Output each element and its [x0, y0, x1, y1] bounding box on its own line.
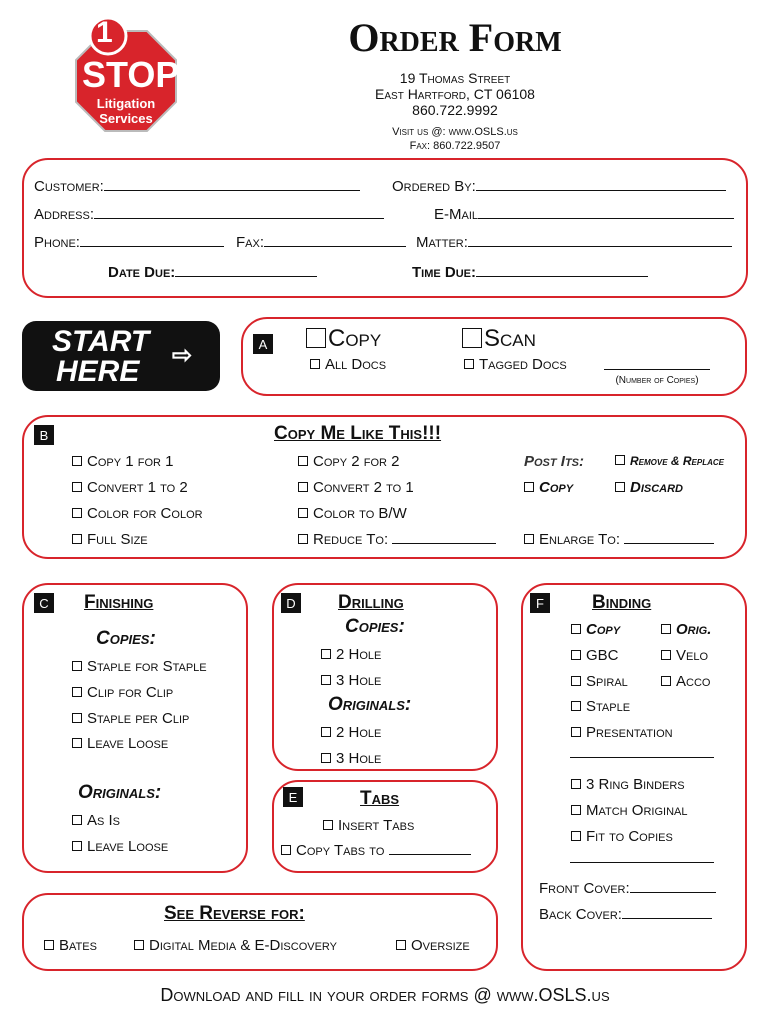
digital-media-checkbox[interactable]: Digital Media & E-Discovery [134, 937, 337, 954]
address-street: 19 Thomas Street [399, 70, 511, 86]
logo-number: 1 [96, 16, 113, 49]
logo-line2: Services [99, 111, 153, 126]
binding-separator-line-2 [570, 862, 714, 863]
section-e-tag: E [283, 787, 303, 807]
finishing-title: Finishing [84, 592, 154, 613]
scan-checkbox[interactable]: Scan [462, 325, 536, 353]
customer-field[interactable]: Customer: [34, 178, 360, 195]
time-due-field[interactable]: Time Due: [412, 264, 648, 281]
binding-separator-line [570, 757, 714, 758]
oversize-checkbox[interactable]: Oversize [396, 937, 470, 954]
staple-per-clip-checkbox[interactable]: Staple per Clip [72, 710, 189, 727]
presentation-checkbox[interactable]: Presentation [571, 724, 673, 741]
originals-3-hole-checkbox[interactable]: 3 Hole [321, 750, 381, 767]
velo-checkbox[interactable]: Velo [661, 647, 708, 664]
copy-2-for-2-checkbox[interactable]: Copy 2 for 2 [298, 453, 399, 470]
post-its-label: Post Its: [524, 453, 585, 470]
footer-download-text: Download and fill in your order forms @ www.OSLS.us [160, 985, 610, 1005]
address-city: East Hartford, CT 06108 [375, 86, 535, 102]
clip-for-clip-checkbox[interactable]: Clip for Clip [72, 684, 173, 701]
copy-checkbox[interactable]: Copy [306, 325, 381, 353]
full-size-checkbox[interactable]: Full Size [72, 531, 148, 548]
section-c-box [22, 583, 248, 873]
page-title: Order Form [348, 15, 562, 60]
copy-tabs-to-field[interactable]: Copy Tabs to [281, 842, 471, 859]
post-its-copy-checkbox[interactable]: Copy [524, 479, 573, 496]
date-due-field[interactable]: Date Due: [108, 264, 317, 281]
color-for-color-checkbox[interactable]: Color for Color [72, 505, 203, 522]
bates-checkbox[interactable]: Bates [44, 937, 97, 954]
section-f-tag: F [530, 593, 550, 613]
front-cover-field[interactable]: Front Cover: [539, 880, 716, 897]
discard-checkbox[interactable]: Discard [615, 479, 683, 496]
convert-2-to-1-checkbox[interactable]: Convert 2 to 1 [298, 479, 414, 496]
originals-2-hole-checkbox[interactable]: 2 Hole [321, 724, 381, 741]
acco-checkbox[interactable]: Acco [661, 673, 710, 690]
website: Visit us @: www.OSLS.us [392, 126, 518, 138]
number-of-copies-label: (Number of Copies) [615, 375, 699, 386]
reduce-to-field[interactable]: Reduce To: [298, 531, 496, 548]
logo-stop: STOP [82, 54, 180, 95]
leave-loose-originals-checkbox[interactable]: Leave Loose [72, 838, 168, 855]
convert-1-to-2-checkbox[interactable]: Convert 1 to 2 [72, 479, 188, 496]
logo [72, 14, 180, 134]
start-here-badge [22, 321, 220, 391]
email-field[interactable]: E-Mail [434, 206, 734, 223]
tagged-docs-checkbox[interactable]: Tagged Docs [464, 356, 567, 373]
phone-field[interactable]: Phone: [34, 234, 224, 251]
leave-loose-copies-checkbox[interactable]: Leave Loose [72, 735, 168, 752]
spiral-checkbox[interactable]: Spiral [571, 673, 628, 690]
fax-field[interactable]: Fax: [236, 234, 406, 251]
see-reverse-title: See Reverse for: [164, 903, 305, 924]
section-b-title: Copy Me Like This!!! [274, 423, 442, 444]
matter-field[interactable]: Matter: [416, 234, 732, 251]
drilling-title: Drilling [338, 592, 404, 613]
gbc-checkbox[interactable]: GBC [571, 647, 619, 664]
address-field[interactable]: Address: [34, 206, 384, 223]
arrow-right-icon: ⇨ [172, 342, 193, 369]
binding-copy-checkbox[interactable]: Copy [571, 621, 620, 638]
section-d-tag: D [281, 593, 301, 613]
ordered-by-field[interactable]: Ordered By: [392, 178, 726, 195]
drilling-copies-label: Copies: [345, 616, 405, 637]
match-original-checkbox[interactable]: Match Original [571, 802, 687, 819]
staple-checkbox[interactable]: Staple [571, 698, 630, 715]
phone-number: 860.722.9992 [412, 102, 498, 118]
logo-line1: Litigation [96, 96, 156, 111]
finishing-originals-label: Originals: [78, 782, 162, 803]
staple-for-staple-checkbox[interactable]: Staple for Staple [72, 658, 207, 675]
section-c-tag: C [34, 593, 54, 613]
as-is-checkbox[interactable]: As Is [72, 812, 120, 829]
tabs-title: Tabs [360, 788, 400, 809]
start-label: START [52, 325, 150, 358]
copies-2-hole-checkbox[interactable]: 2 Hole [321, 646, 381, 663]
fit-to-copies-checkbox[interactable]: Fit to Copies [571, 828, 673, 845]
insert-tabs-checkbox[interactable]: Insert Tabs [323, 817, 414, 834]
copy-1-for-1-checkbox[interactable]: Copy 1 for 1 [72, 453, 173, 470]
fax-number: Fax: 860.722.9507 [409, 140, 501, 152]
finishing-copies-label: Copies: [96, 628, 156, 649]
number-of-copies-line[interactable] [604, 356, 710, 370]
drilling-originals-label: Originals: [328, 694, 412, 715]
binding-orig-checkbox[interactable]: Orig. [661, 621, 711, 638]
all-docs-checkbox[interactable]: All Docs [310, 356, 386, 373]
section-b-tag: B [34, 425, 54, 445]
here-label: HERE [56, 355, 140, 388]
section-a-tag: A [253, 334, 273, 354]
enlarge-to-field[interactable]: Enlarge To: [524, 531, 714, 548]
remove-replace-checkbox[interactable]: Remove & Replace [615, 454, 724, 468]
back-cover-field[interactable]: Back Cover: [539, 906, 712, 923]
3-ring-binders-checkbox[interactable]: 3 Ring Binders [571, 776, 685, 793]
binding-title: Binding [592, 592, 652, 613]
color-to-bw-checkbox[interactable]: Color to B/W [298, 505, 407, 522]
copies-3-hole-checkbox[interactable]: 3 Hole [321, 672, 381, 689]
